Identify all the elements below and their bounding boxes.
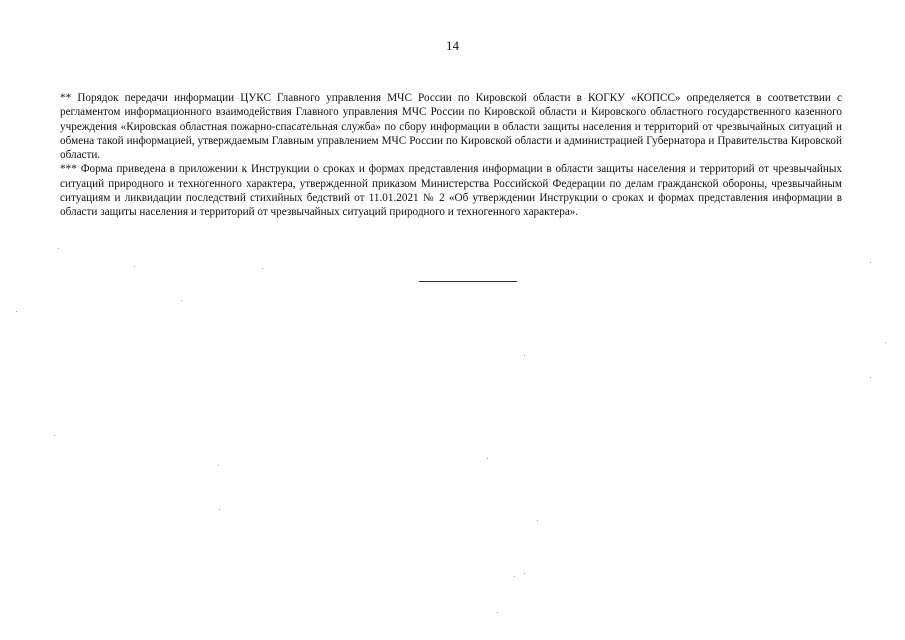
footnote-form-source [60, 162, 842, 219]
footnote-marker: *** [60, 163, 77, 176]
footnote-text: Форма приведена в приложении к Инструкции о сроках и формах представления информации в области защиты населения и территорий от чрезвычайных ситуаций природного и техногенного характера, утвержденной приказом Министерства Российской Федерации по делам гражданской обороны, чрезвычайным ситуациям и ликвидации последствий стихийных бедствий от 11.01.2021 № 2 «Об утверждении Инструкции о сроках и формах представления информации в области защиты населения и территорий от чрезвычайных ситуаций природного и техногенного характера». [60, 163, 842, 219]
scan-speck [58, 248, 59, 249]
page-number: 14 [446, 38, 459, 53]
scan-speck [870, 262, 871, 263]
scan-speck [537, 520, 538, 521]
scan-speck [219, 509, 220, 510]
scan-speck [870, 377, 871, 378]
scan-speck [181, 300, 182, 301]
scan-speck [524, 573, 525, 574]
scan-speck [487, 458, 488, 459]
scan-speck [514, 576, 515, 577]
footnote-marker: ** [60, 92, 72, 104]
end-of-document-rule [419, 281, 517, 282]
footnotes-block [60, 91, 842, 220]
scan-speck [524, 355, 525, 356]
footnote-text: Порядок передачи информации ЦУКС Главного управления МЧС России по Кировской области в КОГКУ «КОПСС» определяется в соответствии с регламентом информационного взаимодействия Главного управления МЧС России по Кировской области и Кировского областного государственного казенного учреждения «Кировская областная пожарно-спасательная служба» по сбору информации в области защиты населения и территорий от чрезвычайных ситуаций и обмена такой информацией, утверждаемым Главным управлением МЧС России по Кировской области и администрацией Губернатора и Правительства Кировской области. [60, 92, 843, 162]
scan-speck [134, 266, 135, 267]
scan-speck [16, 311, 17, 312]
scan-speck [885, 342, 886, 343]
footnote-regulation-order [60, 91, 842, 162]
scan-speck [497, 612, 498, 613]
scan-speck [218, 465, 219, 466]
scan-speck [54, 435, 55, 436]
scan-speck [262, 268, 263, 269]
